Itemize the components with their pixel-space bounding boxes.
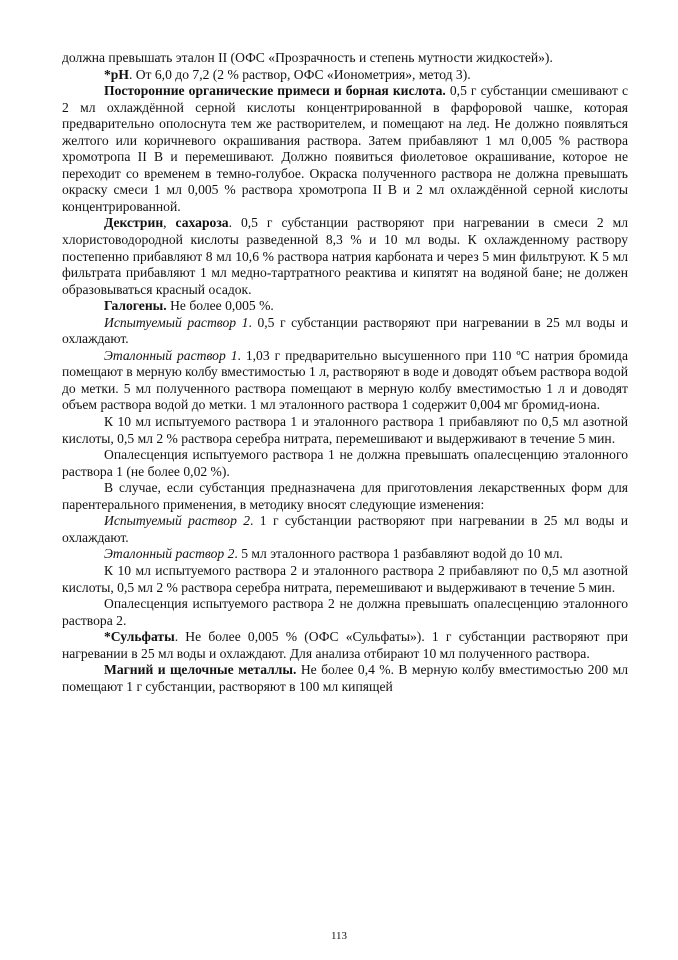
text-run: Опалесценция испытуемого раствора 1 не должна превышать опалесценцию эталонного раствора 1 (не более 0,02 %). [62, 447, 628, 479]
text-run: . 1,03 г предварительно высушенного при 110 ºС натрия бромида помещают в мерную колбу вместимостью 1 л, растворяют в воде и доводят объем раствора водой до метки. 5 мл полученного раствора помещают в мерную колбу вместимостью 1 л и доводят объем раствора водой до метки. 1 мл эталонного раствора 1 содержит 0,004 мг бромид-иона. [62, 347, 628, 413]
paragraph [62, 215, 628, 298]
text-run: Не более 0,005 %. [166, 298, 274, 314]
text-run: . 0,5 г субстанции растворяют при нагревании в смеси 2 мл хлористоводородной кислоты разведенной 8,3 % и 10 мл воды. К охлажденному раствору постепенно прибавляют 8 мл 10,6 % раствора натрия карбоната и через 5 мин фильтруют. К 5 мл фильтрата прибавляют 1 мл медно-тартратного реактива и кипятят на водяной бане; не должен образовываться красный осадок. [62, 215, 628, 297]
text-run: К 10 мл испытуемого раствора 2 и эталонного раствора 2 прибавляют по 0,5 мл азотной кислоты, 0,5 мл 2 % раствора серебра нитрата, перемешивают и выдерживают в течение 5 мин. [62, 562, 628, 595]
heading-halogens: Галогены. [104, 298, 167, 314]
paragraph [62, 662, 628, 695]
paragraph [62, 414, 628, 447]
paragraph [62, 67, 628, 84]
text-run: должна превышать эталон II (ОФС «Прозрачность и степень мутности жидкостей»). [62, 50, 553, 65]
heading-sucrose: сахароза [175, 215, 229, 231]
subheading-reference-solution-2: Эталонный раствор 2 [104, 546, 235, 562]
text-run: Не более 0,4 %. В мерную колбу вместимостью 200 мл помещают 1 г субстанции, растворяют в 100 мл кипящей [62, 662, 628, 694]
paragraph [62, 298, 628, 315]
text-run: . 1 г субстанции растворяют при нагревании в 25 мл воды и охлаждают. [62, 513, 628, 545]
document-page [62, 50, 628, 695]
page-number: 113 [330, 930, 348, 942]
paragraph [62, 315, 628, 348]
text-run: . 5 мл эталонного раствора 1 разбавляют водой до 10 мл. [234, 546, 563, 562]
text-run: В случае, если субстанция предназначена для приготовления лекарственных форм для парентерального применения, в методику вносят следующие изменения: [62, 480, 628, 512]
heading-organic-impurities: Посторонние органические примеси и борная кислота. [104, 83, 446, 99]
text-run: . Не более 0,005 % (ОФС «Сульфаты»). 1 г субстанции растворяют при нагревании в 25 мл воды и охлаждают. Для анализа отбирают 10 мл полученного раствора. [62, 629, 628, 661]
text-run: . От 6,0 до 7,2 (2 % раствор, ОФС «Ионометрия», метод 3). [128, 66, 471, 82]
text-run: 0,5 г субстанции смешивают с 2 мл охлаждённой серной кислоты концентрированной в фарфоровой чашке, которая предварительно ополоснута тем же растворителем, и помещают на лед. Не должно появляться желтого или коричневого окрашивания раствора. Затем прибавляют 1 мл 0,005 % раствора хромотропа II B и перемешивают. Должно появиться фиолетовое окрашивание, которое не переходит со временем в темно-голубое. Окраска полученного раствора не должна превышать окраску смеси 1 мл 0,005 % раствора хромотропа II B и 2 мл охлаждённой серной кислоты концентрированной. [62, 83, 628, 214]
heading-magnesium-alkali-metals: Магний и щелочные металлы. [104, 662, 297, 678]
paragraph [62, 348, 628, 414]
text-run: . 0,5 г субстанции растворяют при нагревании в 25 мл воды и охлаждают. [62, 314, 629, 347]
heading-dextrin: Декстрин [104, 215, 164, 231]
paragraph [62, 513, 628, 546]
subheading-test-solution-1: Испытуемый раствор 1 [104, 314, 249, 330]
paragraph [62, 447, 628, 480]
paragraph [62, 50, 628, 67]
text-run: Опалесценция испытуемого раствора 2 не должна превышать опалесценцию эталонного раствора 2. [62, 596, 628, 628]
paragraph [62, 83, 628, 215]
heading-sulfates: *Сульфаты [104, 629, 175, 645]
paragraph [62, 629, 628, 662]
paragraph [62, 563, 628, 596]
paragraph [62, 480, 628, 513]
text-run: К 10 мл испытуемого раствора 1 и эталонного раствора 1 прибавляют по 0,5 мл азотной кислоты, 0,5 мл 2 % раствора серебра нитрата, перемешивают и выдерживают в течение 5 мин. [62, 414, 628, 446]
paragraph [62, 546, 628, 563]
subheading-reference-solution-1: Эталонный раствор 1 [104, 347, 238, 363]
heading-ph: *pH [104, 66, 129, 82]
text-run: , [163, 215, 176, 231]
paragraph [62, 596, 628, 629]
subheading-test-solution-2: Испытуемый раствор 2 [104, 513, 251, 529]
